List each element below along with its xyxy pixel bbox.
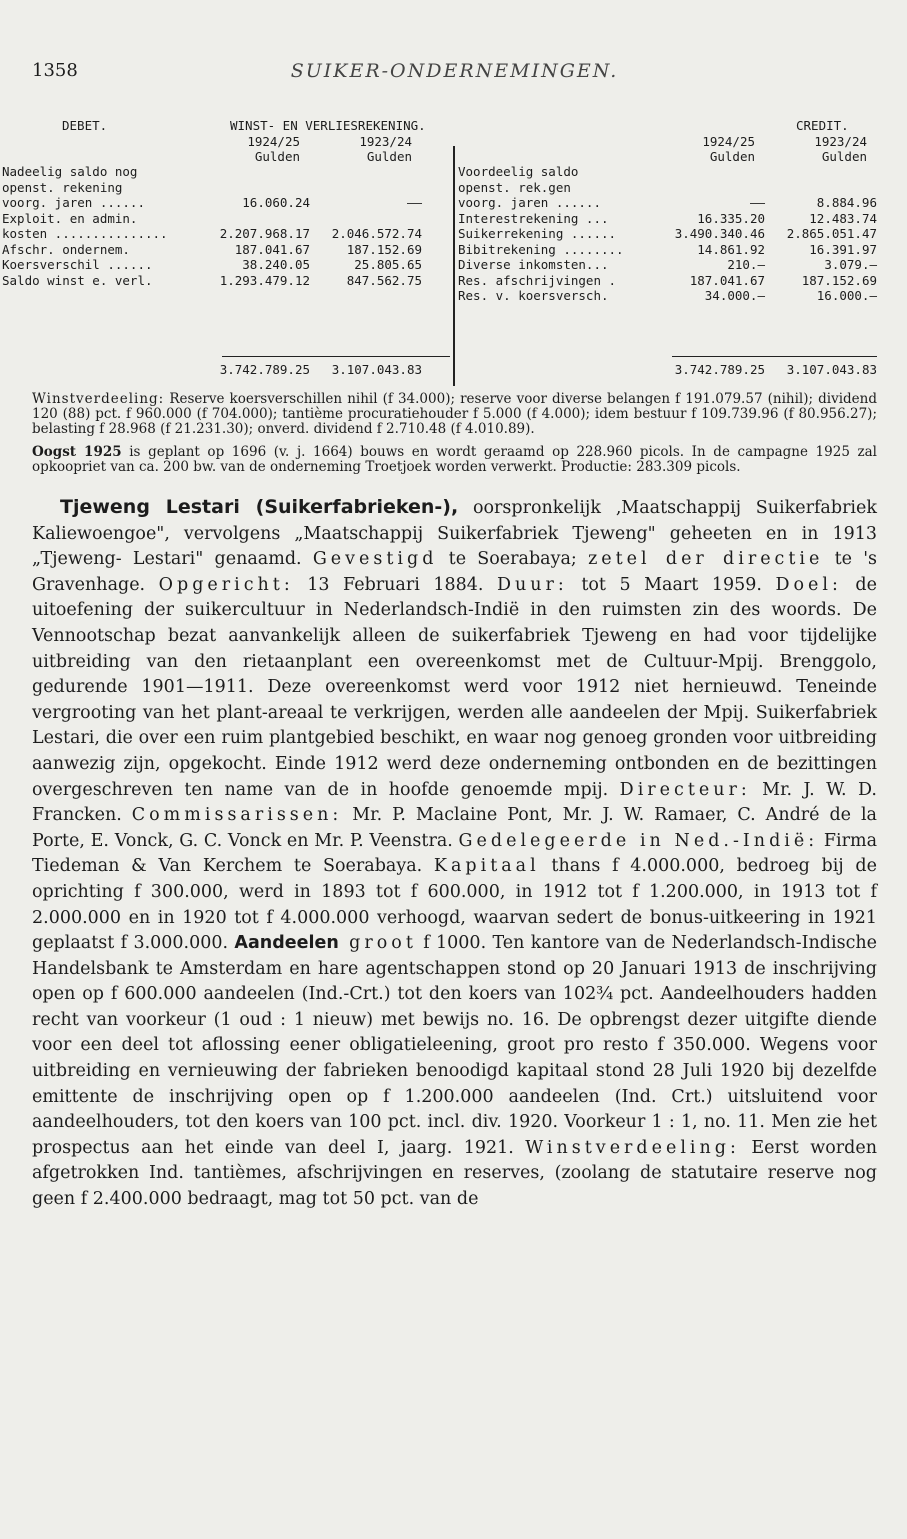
debit-row-value-1: 187.041.67 [234,241,310,257]
credit-row-value-2: 8.884.96 [816,195,877,210]
debit-row-label: kosten ............... [2,226,168,241]
company-name: Tjeweng Lestari (Suikerfabrieken-), [60,496,459,518]
total-right-2: 3.107.043.83 [786,362,877,377]
credit-row-label: openst. rek.gen [458,179,571,195]
debet-label: DEBET. [62,118,108,133]
credit-row-label: Diverse inkomsten... [458,257,609,272]
total-left-1: 3.742.789.25 [219,362,310,377]
total-rule-left [222,356,450,357]
debit-row-value-2: 187.152.69 [346,241,422,257]
debit-row-value-1: 2.207.968.17 [219,226,310,241]
notes [32,392,877,475]
debit-row-value-2: —— [406,195,422,210]
debit-row-label: Exploit. en admin. [2,210,138,226]
debit-row-label: Nadeelig saldo nog [2,164,138,179]
credit-row-value-1: 14.861.92 [697,241,765,257]
table-title: WINST- EN VERLIESREKENING. [230,118,426,133]
debit-row-value-2: 2.046.572.74 [331,226,422,241]
year-left-2: 1923/24 [359,134,412,149]
currency-right-1: Gulden [709,149,755,164]
credit-row-value-1: 3.490.340.46 [674,226,765,241]
oogst-note: Oogst 1925 is geplant op 1696 (v. j. 1664) bouws en wordt geraamd op 228.960 picols. In de campagne 1925 zal opkoopriet van ca. 200 bw. van de onderneming Troetjoek worden verwerkt. Productie: 283.309 picols. [32,444,877,475]
article-body [32,495,877,1213]
credit-row-label: voorg. jaren ...... [458,195,601,210]
year-right-1: 1924/25 [702,134,755,149]
credit-row-value-1: —— [749,195,765,210]
debit-row-value-1: 1.293.479.12 [219,272,310,288]
currency-left-1: Gulden [254,149,300,164]
year-left-1: 1924/25 [247,134,300,149]
total-left-2: 3.107.043.83 [331,362,422,377]
debit-row-label: Afschr. ondernem. [2,241,130,257]
page-header [32,60,877,96]
currency-left-2: Gulden [366,149,412,164]
credit-row-value-2: 187.152.69 [801,272,877,288]
credit-label: CREDIT. [796,118,849,133]
running-title: SUIKER-ONDERNEMINGEN. [290,60,619,82]
credit-row-label: Voordeelig saldo [458,164,579,179]
debit-row-label: Koersverschil ...... [2,257,153,272]
credit-row-label: Bibitrekening ........ [458,241,624,257]
debit-row-value-2: 25.805.65 [354,257,422,272]
page [2,60,877,1213]
debit-row-label: Saldo winst e. verl. [2,272,153,288]
winstverdeeling-note: Winstverdeeling: Reserve koersverschillen nihil (f 34.000); reserve voor diverse belangen f 191.079.57 (nihil); dividend 120 (88) pct. f 960.000 (f 704.000); tantième procuratiehouder f 5.000 (f 4.000); idem bestuur f 109.739.96 (f 80.956.27); belasting f 28.968 (f 21.231.30); onverd. dividend f 2.710.48 (f 4.010.89). [32,391,877,437]
total-rule-right [672,356,877,357]
credit-row-value-2: 2.865.051.47 [786,226,877,241]
debit-row-label: openst. rekening [2,179,123,195]
credit-row-value-1: 34.000.— [704,288,765,303]
credit-row-value-1: 16.335.20 [697,210,765,226]
currency-right-2: Gulden [821,149,867,164]
credit-row-value-2: 16.391.97 [809,241,877,257]
credit-row-value-2: 12.483.74 [809,210,877,226]
year-right-2: 1923/24 [814,134,867,149]
article-paragraph: Tjeweng Lestari (Suikerfabrieken-), oorspronkelijk ‚Maatschappij Suikerfabriek Kaliewoengoe", vervolgens „Maatschappij Suikerfabriek Tjeweng" geheeten en in 1913 „Tjeweng- Lestari" genaamd. Gevestigd te Soerabaya; zetel der directie te 's Gravenhage. Opgericht: 13 Februari 1884. Duur: tot 5 Maart 1959. Doel: de uitoefening der suikercultuur in Nederlandsch-Indië in den ruimsten zin des woords. De Vennootschap bezat aanvankelijk alleen de suikerfabriek Tjeweng en had voor tijdelijke uitbreiding van den rietaanplant een overeenkomst met de Cultuur-Mpij. Brenggolo, gedurende 1901—1911. Deze overeenkomst werd voor 1912 niet hernieuwd. Teneinde vergrooting van het plant-areaal te verkrijgen, werden alle aandeelen der Mpij. Suikerfabriek Lestari, die over een ruim plantgebied beschikt, en waar nog genoeg gronden voor uitbreiding aanwezig zijn, opgekocht. Einde 1912 werd deze onderneming ontbonden en de bezittingen overgeschreven ten name van de in hoofde genoemde mpij. Directeur: Mr. J. W. D. Francken. Commissarissen: Mr. P. Maclaine Pont, Mr. J. W. Ramaer, C. André de la Porte, E. Vonck, G. C. Vonck en Mr. P. Veenstra. Gedelegeerde in Ned.-Indië: Firma Tiedeman & Van Kerchem te Soerabaya. Kapitaal thans f 4.000.000, bedroeg bij de oprichting f 300.000, werd in 1893 tot f 600.000, in 1912 tot f 1.200.000, in 1913 tot f 2.000.000 en in 1920 tot f 4.000.000 verhoogd, waarvan sedert de bonus-uitkeering in 1921 geplaatst f 3.000.000. Aandeelen groot f 1000. Ten kantore van de Nederlandsch-Indische Handelsbank te Amsterdam en hare agentschappen stond op 20 Januari 1913 de inschrijving open op f 600.000 aandeelen (Ind.-Crt.) tot den koers van 102¾ pct. Aandeelhouders hadden recht van voorkeur (1 oud : 1 nieuw) met bewijs no. 16. De opbrengst dezer uitgifte diende voor een deel tot aflossing eener obligatieleening, groot pro resto f 350.000. Wegens voor uitbreiding en vernieuwing der fabrieken benoodigd kapitaal stond 28 Juli 1920 bij dezelfde emittente de inschrijving open op f 1.200.000 aandeelen (Ind. Crt.) uitsluitend voor aandeelhouders, tot den koers van 100 pct. incl. div. 1920. Voorkeur 1 : 1, no. 11. Men zie het prospectus aan het einde van deel I, jaarg. 1921. Winstverdeeling: Eerst worden afgetrokken Ind. tantièmes, afschrijvingen en reserves, (zoolang de statutaire reserve nog geen f 2.400.000 bedraagt, mag tot 50 pct. van de [32,496,877,1210]
debit-row-value-2: 847.562.75 [346,272,422,288]
page-number: 1358 [32,60,78,81]
column-divider [453,146,455,386]
credit-row-label: Suikerrekening ...... [458,226,617,241]
credit-row-value-1: 210.— [727,257,765,272]
credit-row-value-2: 3.079.— [824,257,877,272]
debit-row-value-1: 38.240.05 [242,257,310,272]
total-right-1: 3.742.789.25 [674,362,765,377]
credit-row-label: Interestrekening ... [458,210,609,226]
credit-row-value-2: 16.000.— [816,288,877,303]
debit-row-label: voorg. jaren ...... [2,195,145,210]
debit-row-value-1: 16.060.24 [242,195,310,210]
credit-row-label: Res. v. koersversch. [458,288,609,303]
credit-row-label: Res. afschrijvingen . [458,272,617,288]
profit-loss-table [2,118,877,388]
credit-row-value-1: 187.041.67 [689,272,765,288]
